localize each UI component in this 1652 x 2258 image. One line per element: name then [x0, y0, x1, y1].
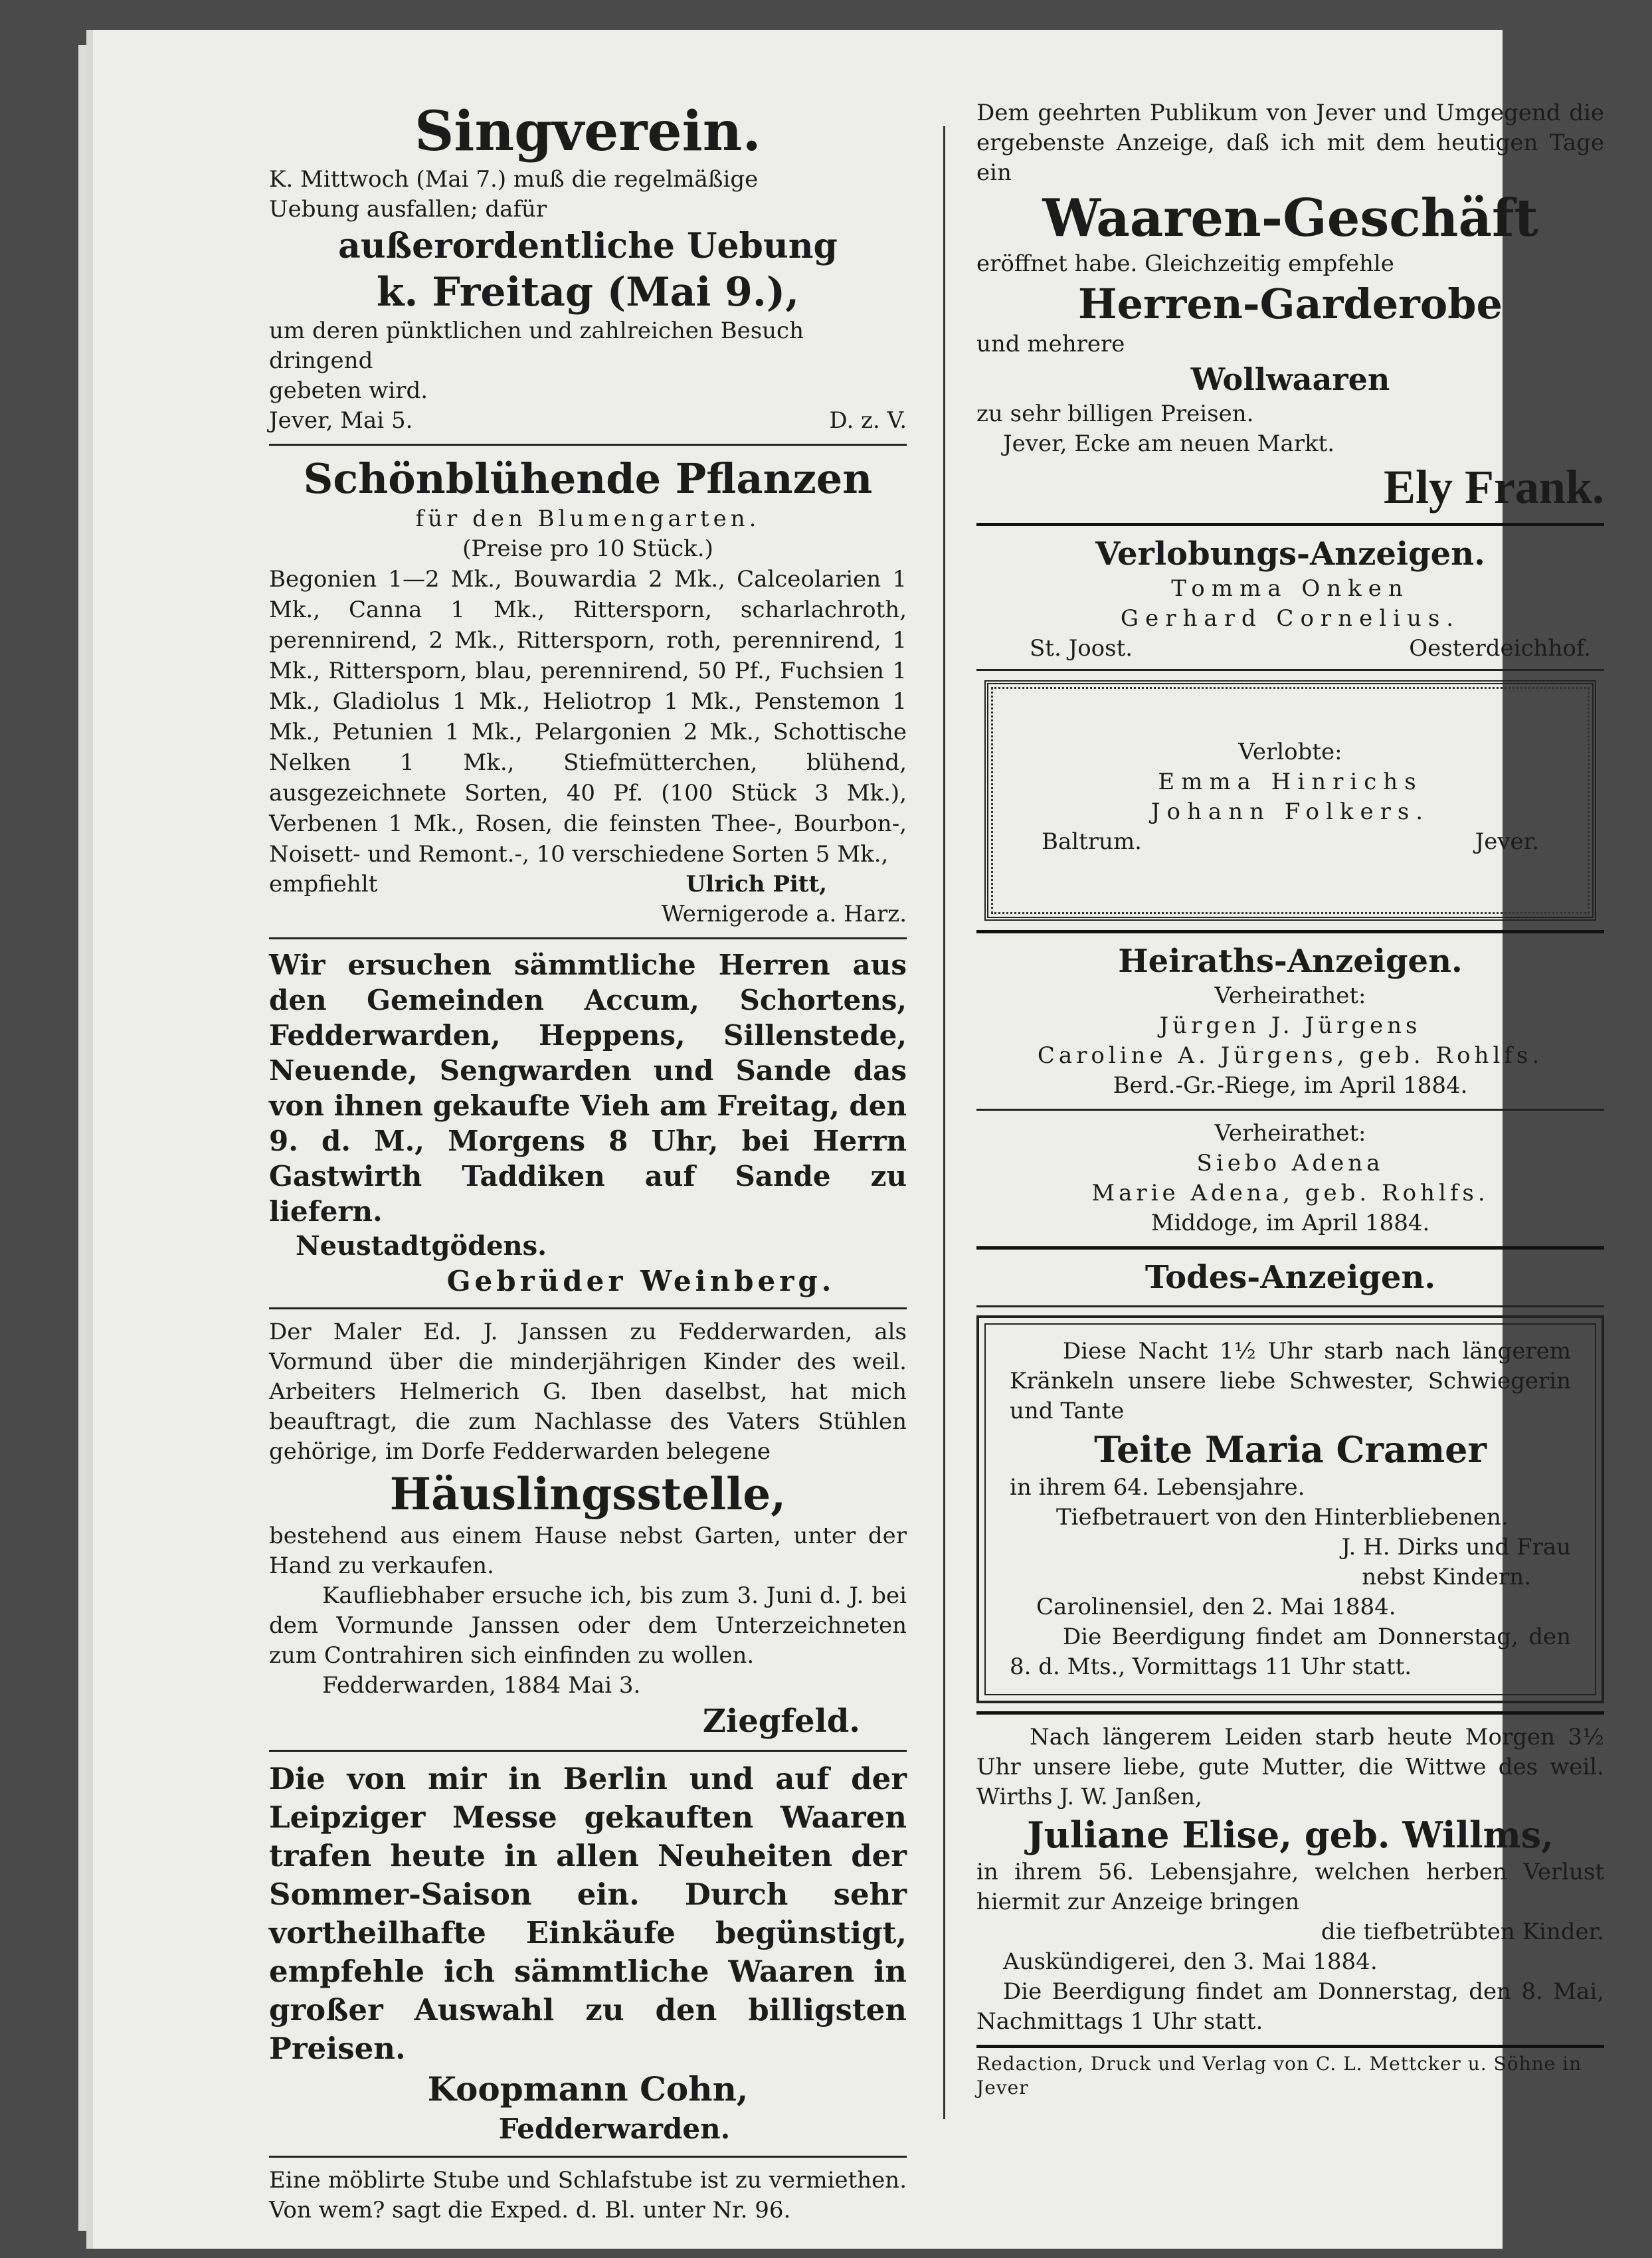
todes-line1: Diese Nacht 1½ Uhr starb nach längerem Kränkeln unsere liebe Schwester, Schwiegerin und Tante [1010, 1338, 1571, 1424]
haeusling-body3: Kaufliebhaber ersuche ich, bis zum 3. Juni d. J. bei dem Vormunde Janssen oder dem Unterzeichneten zum Contrahiren sich einfinden zu wollen. [269, 1582, 907, 1669]
heirath-n4: Marie Adena, geb. Rohlfs. [1091, 1180, 1489, 1206]
pflanzen-footer [269, 870, 907, 899]
separator-rule [976, 1305, 1604, 1307]
stube-body: Eine möblirte Stube und Schlafstube ist zu vermiethen. Von wem? sagt die Exped. d. Bl. unter Nr. 96. [269, 2167, 907, 2223]
frank-line2: und mehrere [976, 331, 1125, 357]
willms-line4: Auskündigerei, den 3. Mai 1884. [1003, 1948, 1378, 1975]
willms-name: Juliane Elise, geb. Willms, [1027, 1814, 1554, 1856]
haeusling-title: Häuslingsstelle, [389, 1468, 786, 1520]
left-column [269, 98, 907, 2225]
verlobung-heading: Verlobungs-Anzeigen. [1095, 535, 1485, 573]
separator-rule [976, 669, 1604, 671]
pflanzen-body: Begonien 1—2 Mk., Bouwardia 2 Mk., Calceolarien 1 Mk., Canna 1 Mk., Rittersporn, scharlachroth, perennirend, 2 Mk., Rittersporn, roth, perennirend, 1 Mk., Rittersporn, blau, perennirend, 50 Pf., Fuchsien 1 Mk., Gladiolus 1 Mk., Heliotrop 1 Mk., Penstemon 1 Mk., Petunien 1 Mk., Pelargonien 2 Mk., Schottische Nelken 1 Mk., Stiefmütterchen, blühend, ausgezeichnete Sorten, 40 Pf. (100 Stück 3 Mk.), Verbenen 1 Mk., Rosen, die feinsten Thee-, Bourbon-, Noisett- und Remont.-, 10 verschiedene Sorten 5 Mk., [269, 566, 907, 868]
frank-intro: Dem geehrten Publikum von Jever und Umgegend die ergebenste Anzeige, daß ich mit dem heutigen Tage ein [976, 100, 1604, 186]
verlobung-name1: Tomma Onken [1171, 575, 1410, 602]
singverein-line3: um deren pünktlichen und zahlreichen Besuch dringend [269, 318, 804, 374]
singverein-bold2: k. Freitag (Mai 9.), [376, 269, 800, 316]
ad-stube [269, 2166, 907, 2225]
singverein-title: Singverein. [414, 100, 761, 163]
framed-name2: Johann Folkers. [1150, 799, 1430, 825]
ad-singverein [269, 98, 907, 436]
todes-name: Teite Maria Cramer [1094, 1428, 1487, 1471]
ad-ely-frank [976, 98, 1604, 515]
heirath-label2: Verheirathet: [1214, 1120, 1366, 1147]
weinberg-sign: Gebrüder Weinberg. [446, 1265, 836, 1297]
pflanzen-name: Ulrich Pitt, [686, 871, 827, 897]
willms-line5: Die Beerdigung findet am Donnerstag, den 8. Mai, Nachmittags 1 Uhr statt. [976, 1978, 1604, 2035]
cohn-name: Koopmann Cohn, [427, 2069, 749, 2109]
imprint: Redaction, Druck und Verlag von C. L. Mettcker u. Söhne in Jever [976, 2053, 1582, 2099]
singverein-bold1: außerordentliche Uebung [338, 226, 838, 266]
frank-title2: Herren-Garderobe [1077, 280, 1503, 328]
verlobung-places [976, 634, 1604, 664]
singverein-sign: D. z. V. [829, 407, 907, 434]
ad-todes [976, 1258, 1604, 1703]
willms-line1: Nach längerem Leiden starb heute Morgen 3½ Uhr unsere liebe, gute Mutter, die Wittwe des weil. Wirths J. W. Janßen, [976, 1724, 1604, 1810]
separator-rule [976, 930, 1604, 933]
frank-line4: Jever, Ecke am neuen Markt. [1003, 430, 1335, 457]
frank-name: Ely Frank. [1383, 460, 1604, 514]
ad-pflanzen [269, 454, 907, 929]
separator-rule [269, 1750, 907, 1752]
verlobung-place2: Oesterdeichhof. [1409, 635, 1591, 662]
pflanzen-place: Wernigerode a. Harz. [661, 901, 907, 927]
ornamental-frame [984, 680, 1596, 921]
frank-line3: zu sehr billigen Preisen. [976, 401, 1254, 427]
heirath-n3: Siebo Adena [1196, 1150, 1384, 1176]
frank-title: Waaren-Geschäft [1042, 188, 1538, 248]
heirath-heading: Heiraths-Anzeigen. [1118, 943, 1463, 980]
weinberg-body: Wir ersuchen sämmtliche Herren aus den Gemeinden Accum, Schortens, Fedderwarden, Heppens, Sillenstede, Neuende, Sengwarden und Sande das von ihnen gekaufte Vieh am Freitag, den 9. d. M., Morgens 8 Uhr, bei Herrn Gastwirth Taddiken auf Sande zu liefern. [269, 949, 907, 1228]
separator-rule [269, 1307, 907, 1309]
separator-rule [976, 1711, 1604, 1715]
heirath-n2: Caroline A. Jürgens, geb. Rohlfs. [1037, 1042, 1544, 1069]
verlobung-name2: Gerhard Cornelius. [1120, 605, 1461, 632]
ad-willms [976, 1723, 1604, 2037]
singverein-line2: Uebung ausfallen; dafür [269, 196, 547, 223]
singverein-line4: gebeten wird. [269, 377, 428, 404]
ad-heirath [976, 941, 1604, 1238]
heirath-place1: Berd.-Gr.-Riege, im April 1884. [1113, 1072, 1468, 1099]
todes-line4: J. H. Dirks und Frau [1341, 1534, 1571, 1560]
todes-line7: Die Beerdigung findet am Donnerstag, den 8. d. Mts., Vormittags 11 Uhr statt. [1010, 1624, 1571, 1680]
ad-weinberg [269, 947, 907, 1299]
cohn-body: Die von mir in Berlin und auf der Leipziger Messe gekauften Waaren trafen heute in allen Neuheiten der Sommer-Saison ein. Durch sehr vortheilhafte Einkäufe begünstigt, empfehle ich sämmtliche Waaren in großer Auswahl zu den billigsten Preisen. [269, 1761, 907, 2066]
frank-title3: Wollwaaren [1190, 361, 1390, 397]
cohn-place: Fedderwarden. [498, 2113, 731, 2145]
haeusling-date: Fedderwarden, 1884 Mai 3. [322, 1672, 641, 1699]
separator-rule [976, 523, 1604, 526]
separator-rule [976, 2045, 1604, 2048]
heirath-n1: Jürgen J. Jürgens [1159, 1012, 1422, 1039]
weinberg-place: Neustadtgödens. [296, 1230, 547, 1262]
pflanzen-empfiehlt: empfiehlt [269, 871, 378, 897]
haeusling-sign: Ziegfeld. [702, 1703, 860, 1740]
framed-place2: Jever. [1475, 828, 1539, 855]
frank-line1: eröffnet habe. Gleichzeitig empfehle [976, 250, 1394, 277]
framed-places [1022, 827, 1559, 857]
todes-line5: nebst Kindern. [1362, 1564, 1531, 1590]
singverein-footer [269, 406, 907, 436]
separator-rule [269, 444, 907, 446]
separator-rule [269, 2156, 907, 2158]
singverein-line1: K. Mittwoch (Mai 7.) muß die regelmäßige [269, 166, 759, 193]
obituary-box [976, 1315, 1604, 1703]
todes-heading: Todes-Anzeigen. [1145, 1259, 1436, 1296]
ad-haeuslingsstelle [269, 1317, 907, 1742]
todes-line6: Carolinensiel, den 2. Mai 1884. [1036, 1594, 1396, 1620]
heirath-place2: Middoge, im April 1884. [1150, 1210, 1430, 1236]
framed-place1: Baltrum. [1042, 828, 1142, 855]
willms-line3: die tiefbetrübten Kinder. [1321, 1919, 1604, 1945]
todes-line3: Tiefbetrauert von den Hinterbliebenen. [1056, 1504, 1509, 1531]
heirath-label1: Verheirathet: [1214, 983, 1366, 1009]
willms-line2: in ihrem 56. Lebensjahre, welchen herben Verlust hiermit zur Anzeige bringen [976, 1859, 1604, 1915]
haeusling-body2: bestehend aus einem Hause nebst Garten, unter der Hand zu verkaufen. [269, 1523, 907, 1579]
separator-rule [269, 937, 907, 939]
singverein-place: Jever, Mai 5. [269, 407, 413, 434]
verlobung-place1: St. Joost. [1030, 635, 1133, 662]
right-column [976, 98, 1604, 2100]
pflanzen-prices: (Preise pro 10 Stück.) [462, 535, 713, 562]
pflanzen-subtitle: für den Blumengarten. [415, 506, 761, 532]
haeusling-body1: Der Maler Ed. J. Janssen zu Fedderwarden, als Vormund über die minderjährigen Kinder des weil. Arbeiters Helmerich G. Iben daselbst, hat mich beauftragt, die zum Nachlasse des Vaters Stühlen gehörige, im Dorfe Fedderwarden belegene [269, 1319, 907, 1465]
framed-label: Verlobte: [1238, 739, 1342, 765]
separator-rule [976, 1246, 1604, 1250]
separator-rule [976, 1109, 1604, 1111]
framed-name1: Emma Hinrichs [1158, 769, 1423, 795]
ad-verlobung [976, 534, 1604, 921]
ad-cohn [269, 1760, 907, 2148]
pflanzen-title: Schönblühende Pflanzen [303, 454, 873, 503]
todes-line2: in ihrem 64. Lebensjahre. [1010, 1474, 1305, 1501]
column-divider [943, 126, 945, 2119]
